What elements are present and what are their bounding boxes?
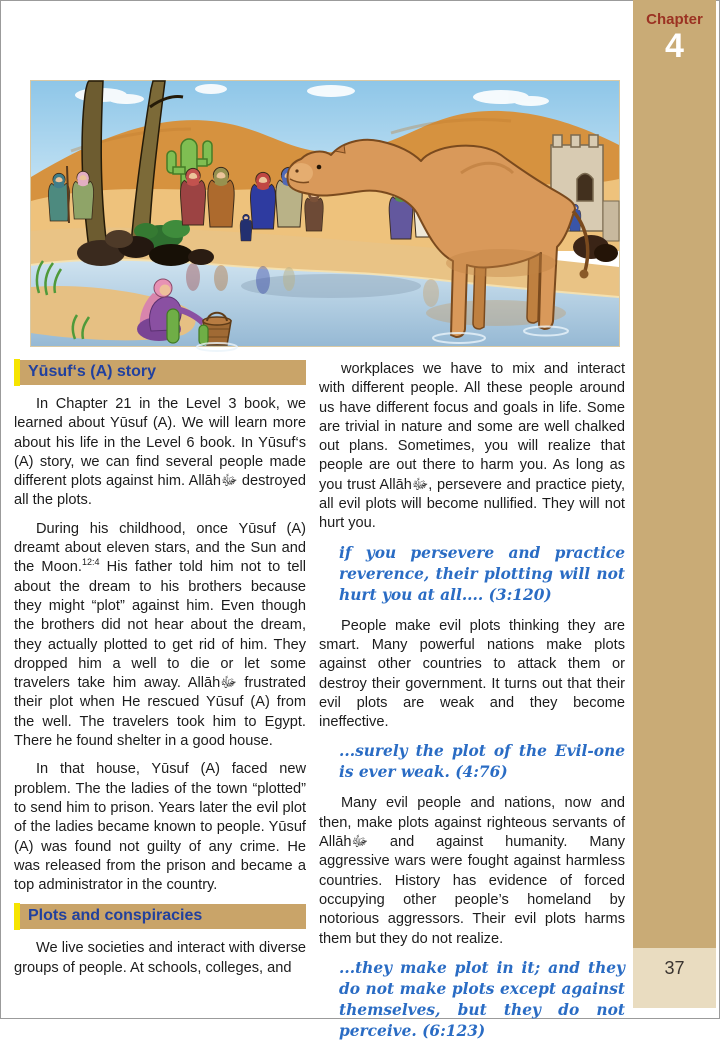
- quran-quote: ...surely the plot of the Evil-one is ever weak. (4:76): [339, 742, 625, 782]
- section-header: Plots and conspiracies: [14, 904, 306, 929]
- body-paragraph: People make evil plots thinking they are smart. Many powerful nations make plots against other countries to attack them or destroy their government. It turns out that their evil plots are weak and they become ineffective.: [319, 617, 625, 731]
- column-left: [14, 360, 306, 987]
- section-header: Yūsuf‘s (A) story: [14, 360, 306, 385]
- body-paragraph: We live societies and interact with diverse groups of people. At schools, colleges, and: [14, 940, 306, 976]
- chapter-sidebar: [633, 0, 716, 948]
- body-paragraph: In Chapter 21 in the Level 3 book, we learned about Yūsuf (A). We will learn more about his life in the Level 6 book. In Yūsuf‘s (A) story, we can find several people made different plots against him. Allāhﷻ destroyed all the plots.: [14, 396, 306, 509]
- page-number-box: [633, 948, 716, 1008]
- column-right: [319, 360, 625, 1053]
- quran-quote: if you persevere and practice reverence, their plotting will not hurt you at all.... (3:120): [339, 543, 625, 604]
- body-paragraph: Many evil people and nations, now and then, make plots against righteous servants of Allāhﷻ and against humanity. Many aggressive wars were fought against harmless countries. History has evidence of forced occupying other people’s homeland by notorious aggressors. Their evil plots harms them but they do not realize.: [319, 795, 625, 947]
- chapter-number: 4: [665, 27, 684, 65]
- oasis-illustration: [30, 80, 620, 347]
- body-paragraph: During his childhood, once Yūsuf (A) dreamt about eleven stars, and the Sun and the Moon.$^{12:4}$ His father told him not to tell about the dream to his brothers because they might “plot” against him. Even though the brothers did not hear about the dream, they actually plotted to get rid of him. They dropped him a well to die or let some travelers take him away. Allāhﷻ frustrated their plot when He rescued Yūsuf (A) from the well. The travelers took him to Egypt. There he found shelter in a good house.: [14, 520, 307, 750]
- quran-quote: ...they make plot in it; and they do not make plots except against themselves, but they do not perceive. (6:123): [339, 958, 625, 1040]
- body-paragraph: In that house, Yūsuf (A) faced new problem. The the ladies of the town “plotted” to send him to prison. Years later the evil plot of the ladies became known to people. Yūsuf (A) was found not guilty of any crime. He was released from the prison and became a top administrator in the country.: [14, 761, 306, 894]
- chapter-label: Chapter: [646, 11, 703, 28]
- verse-reference: 12:4: [81, 557, 100, 568]
- body-paragraph: workplaces we have to mix and interact with different people. All these people around us have different focus and goals in life. Some are trivial in nature and some are well chalked out plans. Sometimes, you will realize that people are out there to harm you. As long as you trust Allāhﷻ, persevere and practice piety, all evil plots will become nullified. They will not hurt you.: [319, 361, 625, 532]
- page-number: 37: [664, 958, 685, 978]
